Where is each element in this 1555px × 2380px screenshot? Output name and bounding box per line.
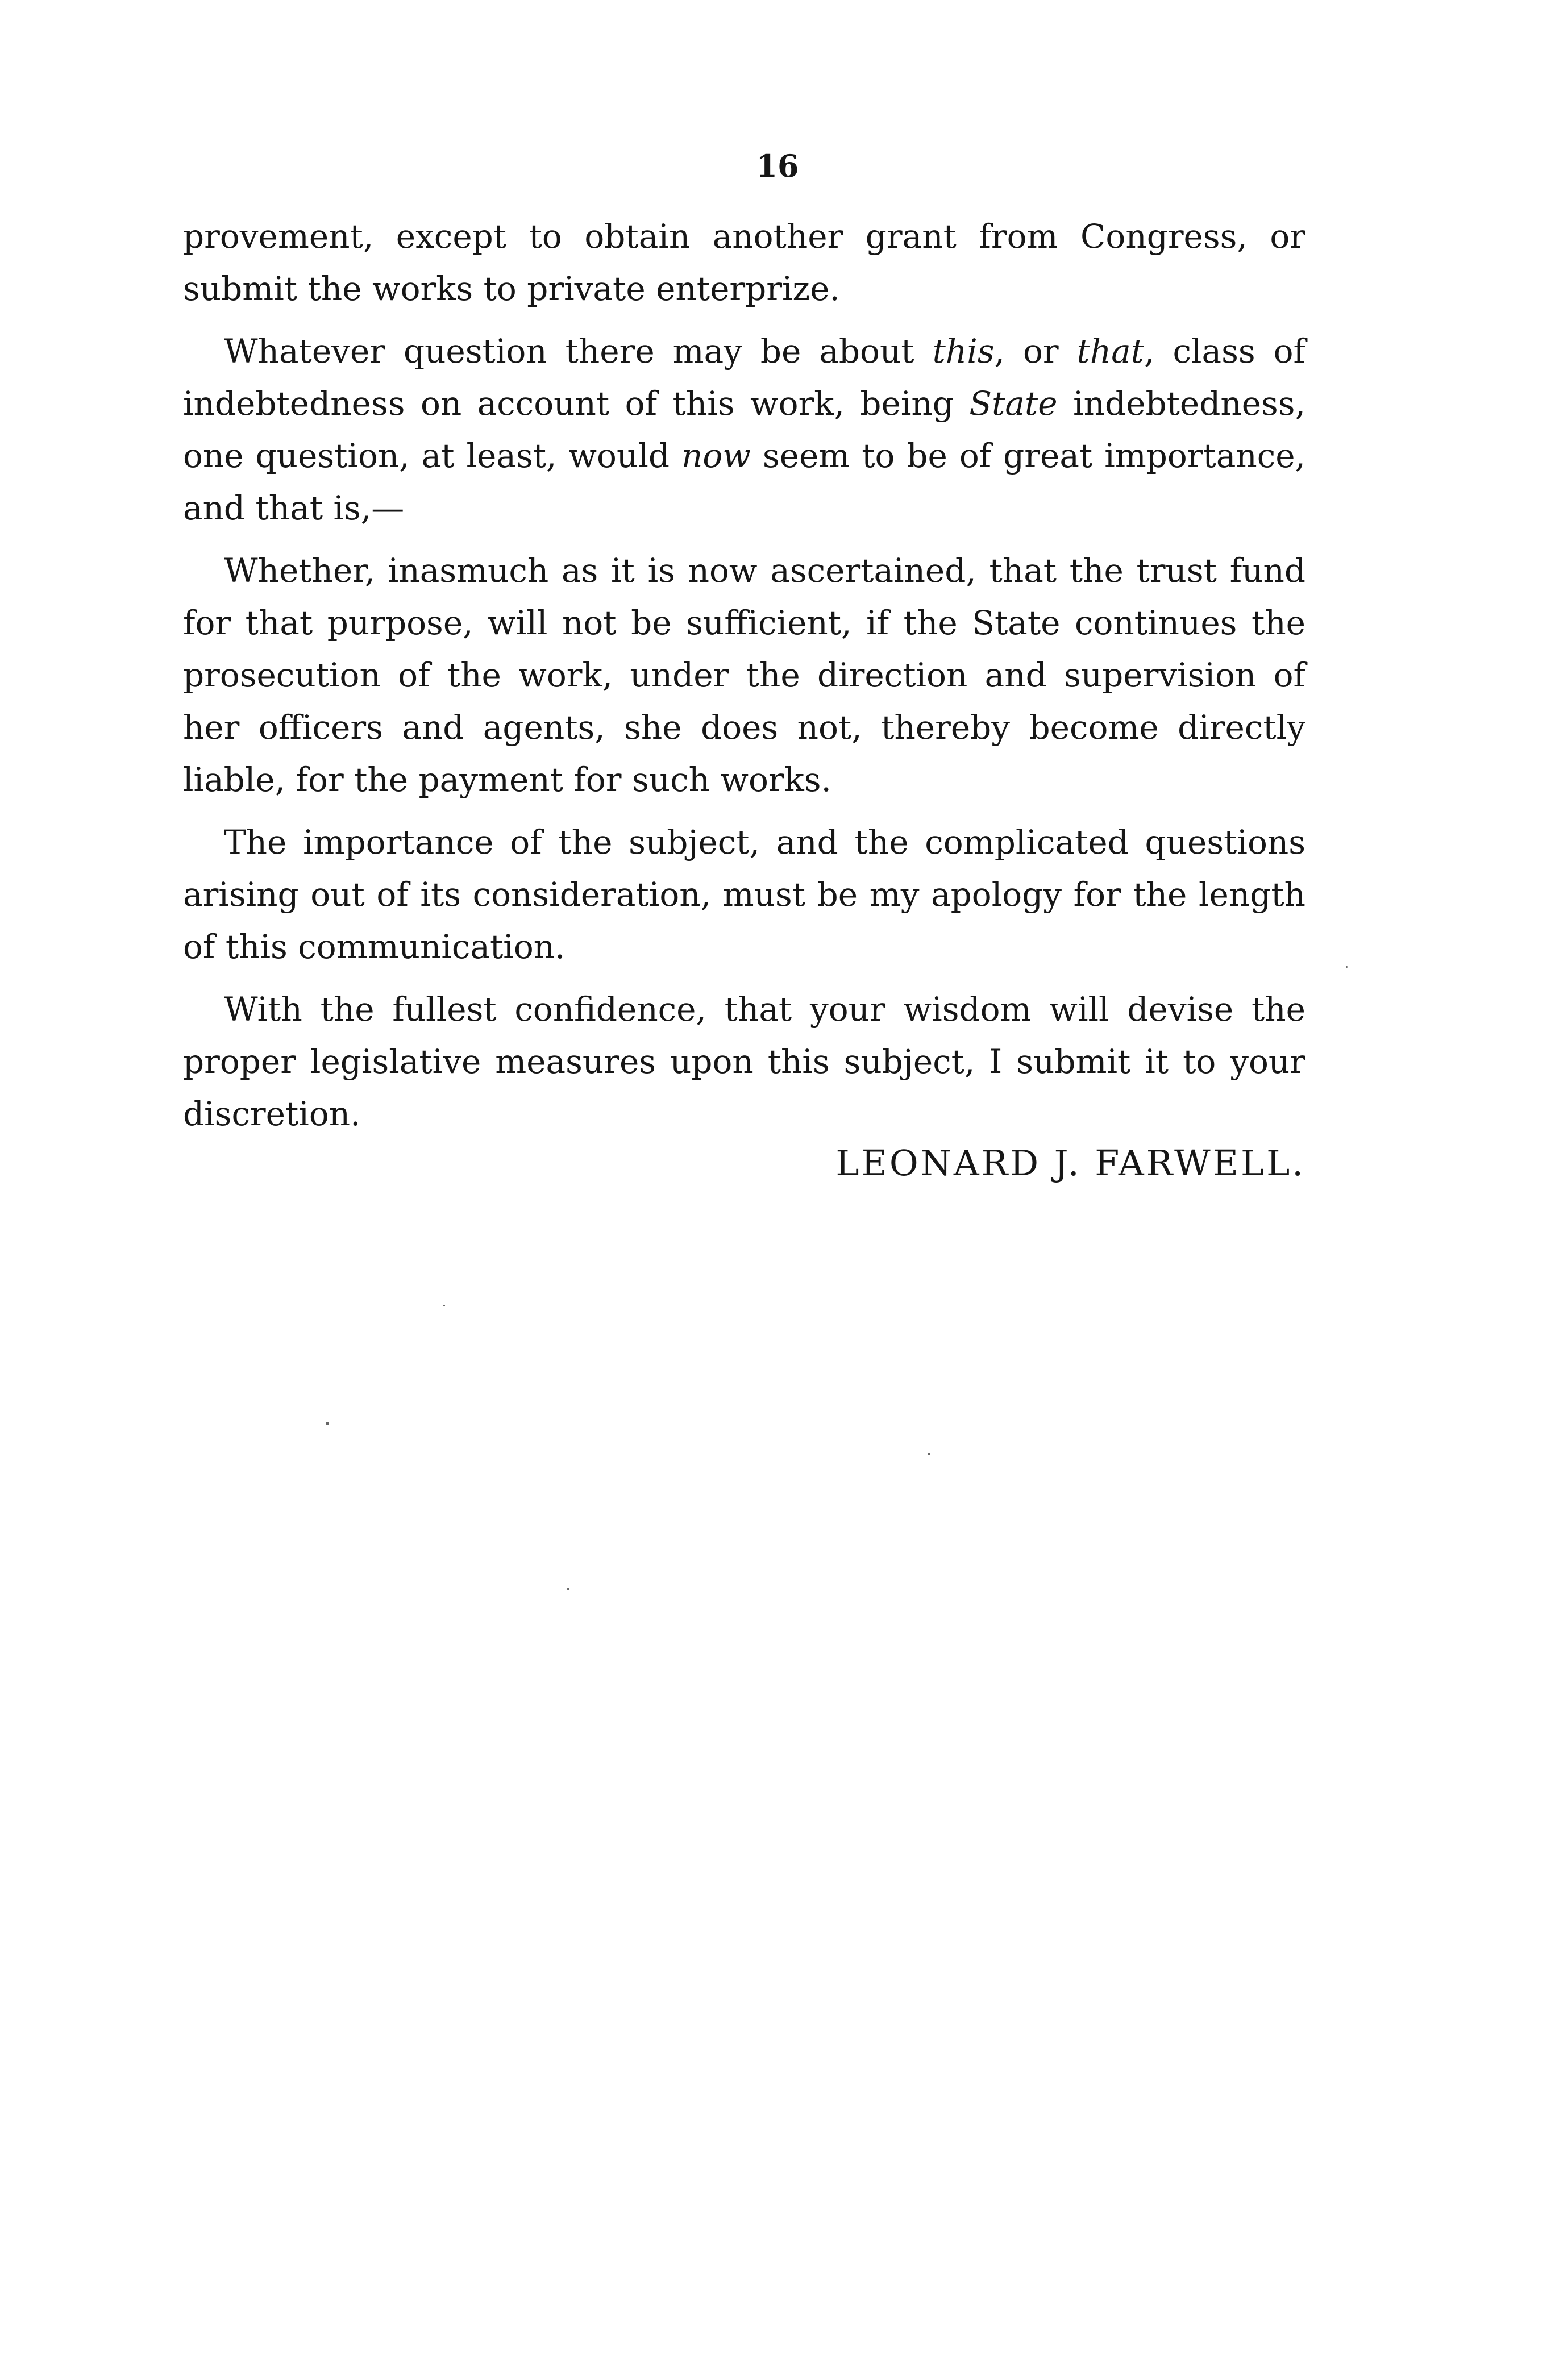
paragraph-1 bbox=[183, 210, 1305, 315]
paragraph-5 bbox=[183, 983, 1305, 1140]
scan-speck bbox=[1346, 966, 1348, 968]
signature: LEONARD J. FARWELL. bbox=[835, 1142, 1305, 1184]
paragraph-text: With the fullest confidence, that your wisdom will devise the proper legislative measures upon this subject, I submit it to your discretion. bbox=[183, 990, 1305, 1133]
italic-word-this: this bbox=[932, 332, 995, 371]
paragraph-text: indebtedness, one question, at least, would bbox=[183, 384, 1306, 475]
italic-word-that: that bbox=[1076, 332, 1145, 371]
paragraph-3 bbox=[183, 544, 1305, 806]
paragraph-text: seem to be of great importance, and that is,— bbox=[183, 436, 1305, 527]
italic-word-state: State bbox=[969, 384, 1058, 423]
scan-speck bbox=[567, 1588, 569, 1590]
italic-word-now: now bbox=[681, 436, 751, 475]
page-number: 16 bbox=[756, 148, 799, 184]
paragraph-text: Whether, inasmuch as it is now ascertained, that the trust fund for that purpose, will not be sufficient, if the State continues the prosecution of the work, under the direction and supervision of her officers and agents, she does not, thereby become directly liable, for the payment for such works. bbox=[183, 551, 1305, 799]
paragraph-text: The importance of the subject, and the complicated questions arising out of its consideration, must be my apology for the length of this communication. bbox=[183, 823, 1305, 966]
body-text bbox=[183, 210, 1305, 1150]
paragraph-text: , class of indebtedness on account of this work, being bbox=[183, 332, 1305, 423]
scan-speck bbox=[326, 1422, 329, 1425]
scan-speck bbox=[443, 1305, 445, 1306]
scan-speck bbox=[928, 1453, 930, 1455]
paragraph-text: , or bbox=[994, 332, 1077, 371]
paragraph-text: provement, except to obtain another grant from Congress, or submit the works to private enterprize. bbox=[183, 217, 1305, 308]
paragraph-text: Whatever question there may be about bbox=[224, 332, 933, 371]
paragraph-2 bbox=[183, 325, 1305, 534]
paragraph-4 bbox=[183, 816, 1305, 973]
